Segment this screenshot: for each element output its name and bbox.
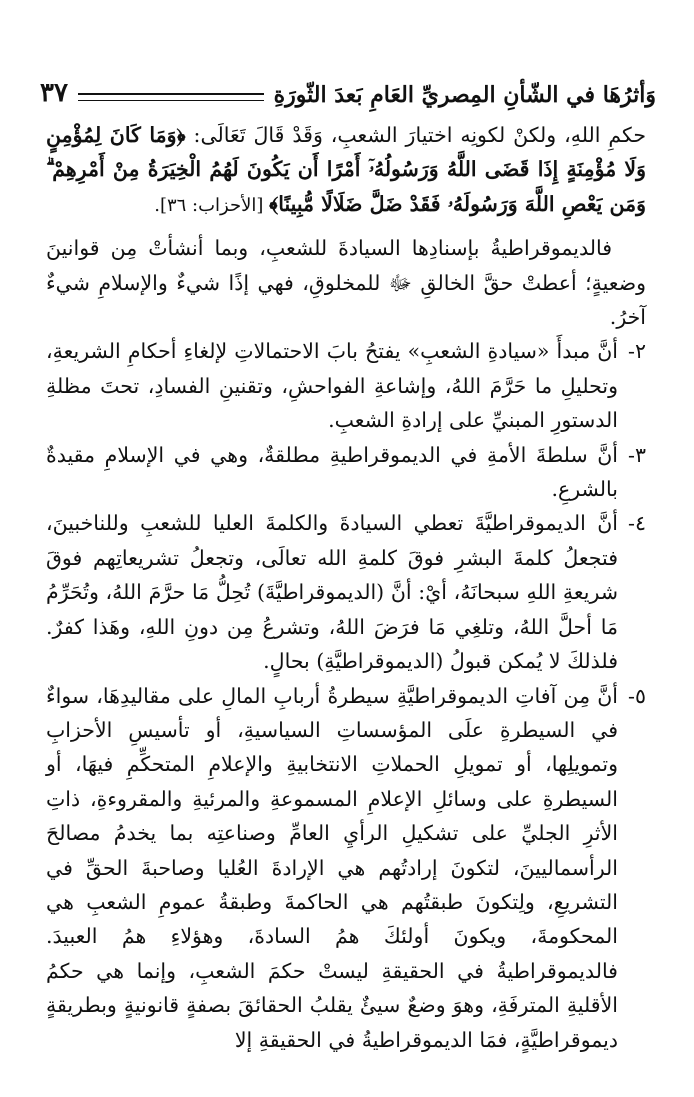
list-item-text: أنَّ مِن آفاتِ الديموقراطيَّةِ سيطرةُ أربابِ المالِ على مقاليدِهَا، سواءٌ في السيطرةِ علَى المؤسساتِ السياسيةِ، أو تأسيسِ الأحزابِ وتمويلِها، أو تمويلِ الحملاتِ الانتخابيةِ والإعلامِ المتحكِّمِ فيهَا، أو السيطرةِ على وسائلِ الإعلامِ المسموعةِ والمرئيةِ والمقروءةِ، ذاتِ الأثرِ الجليِّ على تشكيلِ الرأيِ العامِّ وصناعتِه بما يخدمُ مصالحَ الرأسماليينَ، لتكونَ إرادتُهم هي الإرادةَ العُليا وصاحبةَ الحقِّ في التشريعِ، ولِتكونَ طبقتُهم هي الحاكمةَ وطبقةُ عمومِ الشعبِ هي المحكومةَ، ويكونَ أولئكَ همُ السادةَ، وهؤلاءِ همُ العبيدَ. فالديموقراطيةُ في الحقيقةِ ليستْ حكمَ الشعبِ، وإنما هي حكمُ الأقليةِ المترفَةِ، وهوَ وضعٌ سيئٌ يقلبُ الحقائقَ بصفةٍ قانونيةٍ وبطريقةٍ ديموقراطيَّةٍ، فمَا الديموقراطيةُ في الحقيقةِ إلا bbox=[46, 683, 618, 1052]
list-item-number: ٤- bbox=[628, 511, 646, 536]
list-item-number: ٢- bbox=[628, 339, 646, 364]
page-number: ٣٧ bbox=[40, 78, 68, 108]
paragraph-1-text: حكمِ اللهِ، ولكنْ لكونِه اختيارَ الشعبِ، وَقَدْ قَالَ تَعَالَى: bbox=[185, 123, 646, 147]
header-rule bbox=[78, 93, 264, 101]
list-item-text: أنَّ مبدأَ «سيادةِ الشعبِ» يفتحُ بابَ الاحتمالاتِ لإلغاءِ أحكامِ الشريعةِ، وتحليلِ ما حَرَّمَ اللهُ، وإشاعةِ الفواحشِ، وتقنينِ الفسادِ، تحتَ مظلةِ الدستورِ المبنيِّ على إرادةِ الشعبِ. bbox=[46, 339, 618, 433]
list-item-2 bbox=[46, 334, 646, 437]
list-item-5 bbox=[46, 679, 646, 1057]
running-title: وَأثرُهَا في الشّأنِ المِصريِّ العَامِ بَعدَ الثّورَةِ bbox=[273, 82, 656, 108]
verse-citation: [الأحزاب: ٣٦]. bbox=[154, 194, 270, 216]
list-item-number: ٥- bbox=[628, 683, 646, 708]
paragraph-2: فالديموقراطيةُ بإسنادِها السيادةَ للشعبِ، وبما أنشأتْ مِن قوانينَ وضعيةٍ؛ أعطتْ حقَّ الخالقِ ﷻ للمخلوقِ، فهي إذًا شيءٌ والإسلامِ شيءٌ آخرُ. bbox=[46, 236, 646, 330]
paragraph-1 bbox=[46, 118, 646, 223]
page-body bbox=[46, 118, 646, 1057]
list-item-text: أنَّ الديموقراطيَّةَ تعطي السيادةَ والكلمةَ العليا للشعبِ وللناخبينَ، فتجعلُ كلمةَ البشرِ فوقَ كلمةِ الله تعالَى، وتجعلُ تشريعاتِهم فوقَ شريعةِ اللهِ سبحانَهُ، أيْ: أنَّ (الديموقراطيَّةَ) تُحِلُّ مَا حرَّمَ اللهُ، وتُحَرِّمُ مَا أحلَّ اللهُ، وتلغِي مَا فرَضَ اللهُ، وتشرعُ مِن دونِ اللهِ، وهَذا كفرٌ. فلذلكَ لا يُمكن قبولُ (الديموقراطيَّةِ) بحالٍ. bbox=[46, 511, 618, 674]
list-item-number: ٣- bbox=[628, 442, 646, 467]
list-item-4 bbox=[46, 506, 646, 678]
list-item-text: أنَّ سلطةَ الأمةِ في الديموقراطيةِ مطلقةٌ، وهي في الإسلامِ مقيدةٌ بالشرعِ. bbox=[46, 442, 618, 502]
list-item-3 bbox=[46, 438, 646, 507]
page-header bbox=[40, 66, 656, 106]
quran-verse: ﴿وَمَا كَانَ لِمُؤْمِنٍ وَلَا مُؤْمِنَةٍ إِذَا قَضَى اللَّهُ وَرَسُولُهُۥٓ أَمْرًا أَن يَكُونَ لَهُمُ الْخِيَرَةُ مِنْ أَمْرِهِمْ ۗ وَمَن يَعْصِ اللَّهَ وَرَسُولَهُۥ فَقَدْ ضَلَّ ضَلَالًا مُّبِينًا﴾ bbox=[46, 123, 646, 216]
